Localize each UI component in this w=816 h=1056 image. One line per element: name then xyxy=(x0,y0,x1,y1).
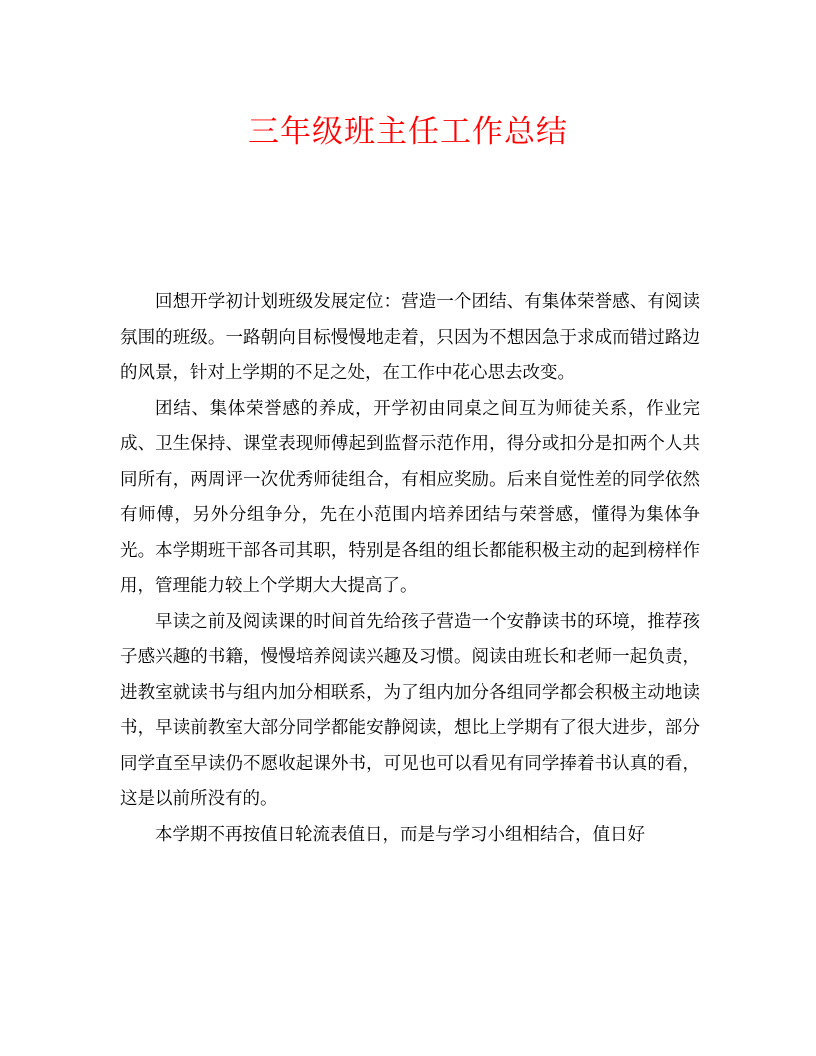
document-body xyxy=(120,285,700,853)
paragraph-2: 团结、集体荣誉感的养成，开学初由同桌之间互为师徒关系，作业完成、卫生保持、课堂表现师傅起到监督示范作用，得分或扣分是扣两个人共同所有，两周评一次优秀师徒组合，有相应奖励。后来自觉性差的同学依然有师傅，另外分组争分，先在小范围内培养团结与荣誉感，懂得为集体争光。本学期班干部各司其职，特别是各组的组长都能积极主动的起到榜样作用，管理能力较上个学期大大提高了。 xyxy=(120,398,700,596)
paragraph-3: 早读之前及阅读课的时间首先给孩子营造一个安静读书的环境，推荐孩子感兴趣的书籍，慢慢培养阅读兴趣及习惯。阅读由班长和老师一起负责，进教室就读书与组内加分相联系，为了组内加分各组同学都会积极主动地读书，早读前教室大部分同学都能安静阅读，想比上学期有了很大进步，部分同学直至早读仍不愿收起课外书，可见也可以看见有同学捧着书认真的看，这是以前所没有的。 xyxy=(120,611,700,809)
paragraph-1: 回想开学初计划班级发展定位：营造一个团结、有集体荣誉感、有阅读氛围的班级。一路朝向目标慢慢地走着，只因为不想因急于求成而错过路边的风景，针对上学期的不足之处，在工作中花心思去改变。 xyxy=(120,292,700,383)
document-title: 三年级班主任工作总结 xyxy=(248,114,568,150)
paragraph-4: 本学期不再按值日轮流表值日，而是与学习小组相结合，值日好 xyxy=(155,824,645,845)
